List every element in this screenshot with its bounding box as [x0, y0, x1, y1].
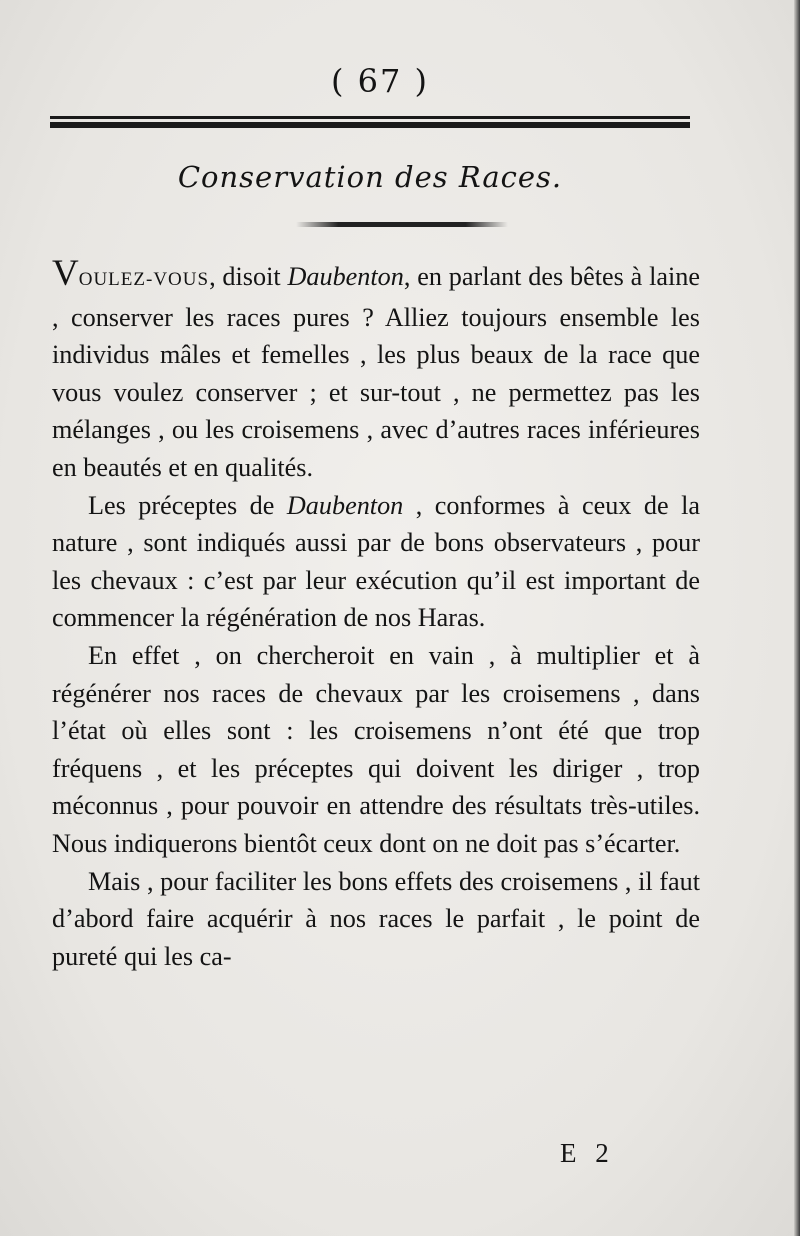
title-rule [296, 222, 508, 227]
small-caps-opening: OULEZ-VOUS [78, 269, 210, 290]
paragraph-1-text-b: , en parlant des bêtes à laine , conserver les races pures ? Alliez toujours ensemble les individus mâles et femelles , les plus beaux de la race que vous voulez conserver ; et sur-tout , ne permettez pas les mélanges , ou les croisemens , avec d’autres races inférieures en beautés et en qualités. [52, 262, 700, 482]
paragraph-2-text-a: Les préceptes de [88, 490, 287, 520]
paragraph-2-text-b: , conformes à ceux de la nature , sont indiqués aussi par de bons observateurs , pour les chevaux : c’est par leur exécution qu’il est important de commencer la régénération de nos Haras. [52, 490, 700, 633]
section-title: Conservation des Races. [177, 160, 563, 194]
header-double-rule [50, 116, 690, 128]
author-name: Daubenton [286, 490, 404, 520]
paragraph-1-text-a: , disoit [209, 262, 288, 291]
paragraph-3: En effet , on chercheroit en vain , à multiplier et à régénérer nos races de chevaux par les croisemens , dans l’état où elles sont : les croisemens n’ont été que trop fréquens , et les préceptes qui doivent les diriger , trop méconnus , pour pouvoir en attendre des résultats très-utiles. Nous indiquerons bientôt ceux dont on ne doit pas s’écarter. [52, 640, 700, 858]
page-edge-shadow [794, 0, 800, 1236]
page-number: ( 67 ) [330, 62, 430, 100]
signature-mark: E 2 [560, 1138, 615, 1168]
author-name: Daubenton [287, 262, 404, 291]
body-text [52, 253, 700, 975]
paragraph-1 [52, 253, 700, 487]
drop-capital: V [52, 253, 79, 294]
paragraph-2 [52, 487, 700, 637]
paragraph-4: Mais , pour faciliter les bons effets des croisemens , il faut d’abord faire acquérir à nos races le parfait , le point de pureté qui les ca- [52, 866, 700, 971]
